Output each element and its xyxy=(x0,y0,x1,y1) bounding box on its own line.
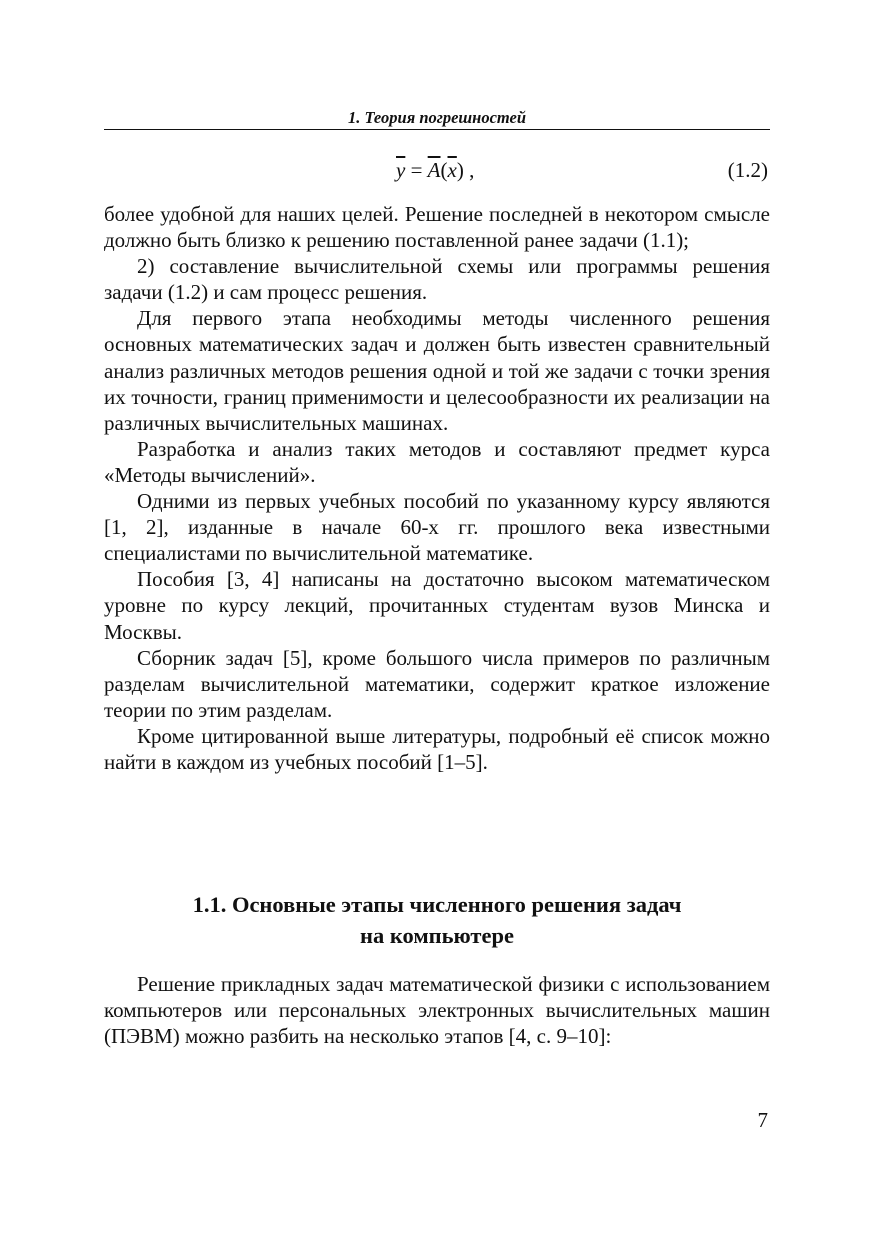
running-header: 1. Теория погрешностей xyxy=(347,108,527,127)
equation-operator: $\overline{A}$ xyxy=(427,158,441,182)
paragraph: Кроме цитированной выше литературы, подробный её список можно найти в каждом из учебных пособий [1–5]. xyxy=(104,723,770,774)
paragraph: Разработка и анализ таких методов и составляют предмет курса «Методы вычислений». xyxy=(104,436,770,487)
paragraph: Для первого этапа необходимы методы численного решения основных математических задач и должен быть известен сравнительный анализ различных методов решения одной и той же задачи с точки зрения их точности, границ применимости и целесообразности их реализации на различных вычислительных машинах. xyxy=(104,306,770,435)
equation-paren-close: ) xyxy=(456,158,464,182)
equation xyxy=(396,158,474,183)
equation-argument: $\overline{x}$ xyxy=(447,158,457,182)
paragraph: 2) составление вычислительной схемы или программы решения задачи (1.2) и сам процесс решения. xyxy=(104,254,770,305)
equation-row xyxy=(104,158,770,188)
equation-trail: , xyxy=(463,158,475,182)
equation-equals: = xyxy=(405,158,428,182)
paragraph: Сборник задач [5], кроме большого числа примеров по различным разделам вычислительной математики, содержит краткое изложение теории по этим разделам. xyxy=(104,645,770,722)
paragraph: более удобной для наших целей. Решение последней в некотором смысле должно быть близко к решению поставленной ранее задачи (1.1); xyxy=(104,202,770,253)
section-title-line: 1.1. Основные этапы численного решения задач xyxy=(192,892,682,917)
page-number: 7 xyxy=(757,1108,768,1132)
equation-lhs: $\overline{y}$ xyxy=(396,158,406,182)
paragraph: Одними из первых учебных пособий по указанному курсу являются [1, 2], изданные в начале 60-х гг. прошлого века известными специалистами по вычислительной математике. xyxy=(104,489,770,566)
equation-number: (1.2) xyxy=(727,158,768,182)
section-title xyxy=(104,889,770,951)
section-body xyxy=(104,971,770,1049)
paragraph: Пособия [3, 4] написаны на достаточно высоком математическом уровне по курсу лекций, прочитанных студентам вузов Минска и Москвы. xyxy=(104,567,770,644)
header-rule xyxy=(104,129,770,130)
equation-paren-open: ( xyxy=(440,158,448,182)
body-text xyxy=(104,201,770,775)
section-title-line: на компьютере xyxy=(360,923,514,948)
paragraph: Решение прикладных задач математической физики с использованием компьютеров или персональных электронных вычислительных машин (ПЭВМ) можно разбить на несколько этапов [4, с. 9–10]: xyxy=(104,972,770,1049)
